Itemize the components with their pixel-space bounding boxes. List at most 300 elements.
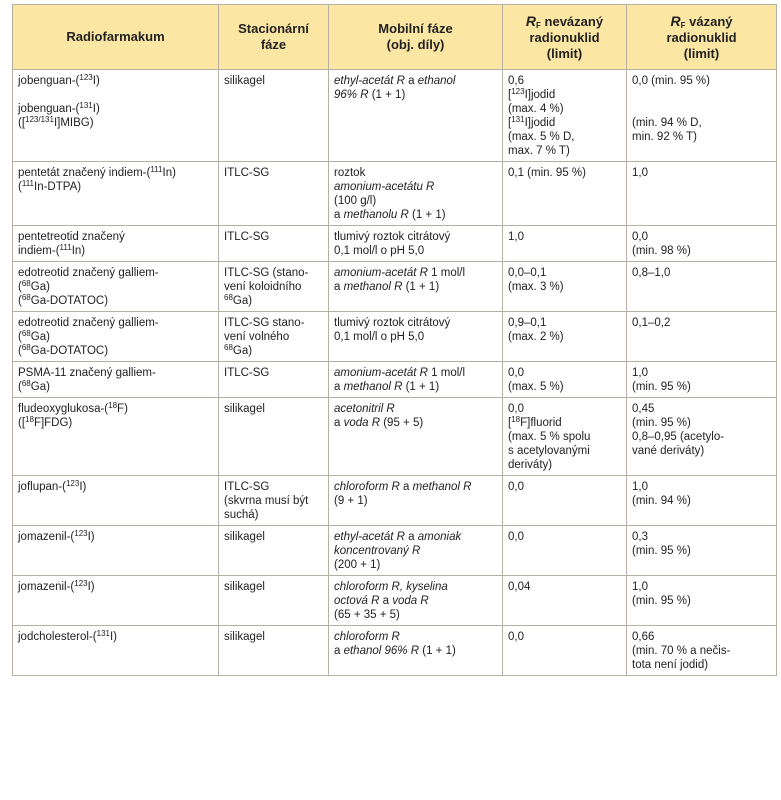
cell-line — [18, 102, 213, 116]
isotope-superscript: 123 — [79, 73, 93, 82]
text-segment: methanol R — [412, 481, 472, 493]
text-segment: 0,1 mol/l o pH 5,0 — [334, 331, 425, 343]
text-segment: I) — [109, 631, 118, 643]
isotope-superscript: 18 — [511, 415, 521, 424]
cell-line — [508, 280, 621, 294]
stationary-phase-cell — [219, 162, 329, 226]
cell-line — [18, 344, 213, 358]
text-segment: PSMA-11 značený galliem- — [18, 367, 156, 379]
header-rf-unbound-subscript: F — [536, 20, 541, 30]
text-segment: ITLC-SG (stano- — [224, 267, 309, 279]
isotope-superscript: 123 — [74, 529, 88, 538]
cell-line — [508, 530, 621, 544]
text-segment: ( — [18, 331, 22, 343]
cell-line — [224, 230, 323, 244]
table-row — [13, 162, 777, 226]
text-segment: (1 + 1) — [408, 209, 446, 221]
stationary-phase-cell — [219, 262, 329, 312]
cell-line — [632, 630, 771, 644]
mobile-phase-cell — [329, 226, 503, 262]
text-segment: 0,0 — [508, 367, 524, 379]
header-radiofarmakum — [13, 5, 219, 70]
text-segment: I]MIBG) — [53, 117, 94, 129]
cell-line — [224, 266, 323, 280]
mobile-phase-cell — [329, 362, 503, 398]
header-mobile-line1: Mobilní fáze — [378, 21, 453, 36]
cell-line — [508, 430, 621, 444]
cell-line — [18, 316, 213, 330]
text-segment: edotreotid značený galliem- — [18, 317, 159, 329]
cell-line — [334, 580, 497, 594]
isotope-superscript: 111 — [59, 243, 72, 252]
cell-line — [18, 580, 213, 594]
rf-bound-cell — [627, 162, 777, 226]
rf-bound-cell — [627, 362, 777, 398]
cell-line — [334, 630, 497, 644]
text-segment: ITLC-SG — [224, 231, 270, 243]
cell-line — [224, 316, 323, 330]
text-segment: ITLC-SG — [224, 167, 270, 179]
text-segment: silikagel — [224, 631, 265, 643]
cell-line — [632, 494, 771, 508]
text-segment: ( — [18, 381, 22, 393]
text-segment: [ — [508, 89, 512, 101]
line-spacer — [18, 88, 213, 102]
isotope-superscript: 123 — [74, 579, 88, 588]
text-segment: (min. 70 % a nečis- — [632, 645, 731, 657]
text-segment: chloroform R — [334, 481, 400, 493]
text-segment: deriváty) — [508, 459, 553, 471]
header-rf-unbound — [503, 5, 627, 70]
cell-line — [18, 530, 213, 544]
cell-line — [334, 402, 497, 416]
radiopharmaceutical-cell — [13, 398, 219, 476]
text-segment: min. 92 % T) — [632, 131, 697, 143]
cell-line — [224, 402, 323, 416]
cell-line — [632, 380, 771, 394]
table-row — [13, 526, 777, 576]
rf-unbound-cell — [503, 576, 627, 626]
stationary-phase-cell — [219, 398, 329, 476]
cell-line — [334, 244, 497, 258]
text-segment: In-DTPA) — [34, 181, 82, 193]
isotope-superscript: 68 — [21, 379, 31, 388]
mobile-phase-cell — [329, 162, 503, 226]
header-rf-bound — [627, 5, 777, 70]
text-segment: (skvrna musí být — [224, 495, 309, 507]
cell-line — [334, 530, 497, 544]
text-segment: methanol R — [343, 281, 403, 293]
text-segment: jomazenil-( — [18, 581, 75, 593]
text-segment: methanolu R — [343, 209, 409, 221]
cell-line — [224, 630, 323, 644]
cell-line — [632, 580, 771, 594]
text-segment: 96% R — [334, 89, 369, 101]
rf-unbound-cell — [503, 476, 627, 526]
radiopharmaceutical-cell — [13, 526, 219, 576]
cell-line — [224, 366, 323, 380]
cell-line — [18, 244, 213, 258]
text-segment: (1 + 1) — [402, 381, 440, 393]
cell-line — [18, 230, 213, 244]
isotope-superscript: 18 — [108, 401, 118, 410]
text-segment: Ga) — [232, 345, 253, 357]
cell-line — [508, 88, 621, 102]
text-segment: chloroform R, kyselina — [334, 581, 448, 593]
cell-line — [18, 402, 213, 416]
line-spacer — [632, 102, 771, 116]
cell-line — [632, 316, 771, 330]
text-segment: I) — [92, 103, 100, 115]
cell-line — [334, 316, 497, 330]
text-segment: ( — [18, 345, 22, 357]
mobile-phase-cell — [329, 476, 503, 526]
text-segment: (max. 5 % spolu — [508, 431, 591, 443]
mobile-phase-cell — [329, 312, 503, 362]
text-segment: amoniak — [417, 531, 462, 543]
cell-line — [632, 366, 771, 380]
cell-line — [508, 102, 621, 116]
text-segment: silikagel — [224, 581, 265, 593]
header-mobile-line2: (obj. díly) — [386, 37, 445, 52]
isotope-superscript: 123 — [65, 479, 80, 488]
header-rf-bound-line3: (limit) — [683, 45, 720, 61]
rf-unbound-cell — [503, 70, 627, 162]
text-segment: 0,45 — [632, 403, 655, 415]
radiopharmaceutical-cell — [13, 626, 219, 676]
text-segment: 1 mol/l — [427, 267, 466, 279]
text-segment: octová R — [334, 595, 380, 607]
text-segment: methanol R — [343, 381, 403, 393]
text-segment: ([ — [18, 417, 26, 429]
rf-unbound-cell — [503, 312, 627, 362]
cell-line — [508, 366, 621, 380]
text-segment: I]jodid — [524, 89, 556, 101]
text-segment: joflupan-( — [18, 481, 66, 493]
mobile-phase-cell — [329, 626, 503, 676]
radiopharmaceutical-table — [12, 4, 777, 676]
table-header-row — [13, 5, 777, 70]
mobile-phase-cell — [329, 526, 503, 576]
text-segment: 0,0 — [508, 531, 524, 543]
text-segment: I) — [87, 531, 95, 543]
cell-line — [508, 444, 621, 458]
text-segment: ethyl-acetát R — [334, 75, 405, 87]
cell-line — [508, 74, 621, 88]
text-segment: Ga) — [30, 381, 50, 393]
cell-line — [508, 458, 621, 472]
header-rf-bound-line2: radionuklid — [666, 29, 737, 45]
header-rf-unbound-text: nevázaný — [540, 13, 604, 29]
text-segment: indiem-( — [18, 245, 60, 257]
text-segment: I) — [79, 481, 87, 493]
text-segment: silikagel — [224, 531, 265, 543]
cell-line — [508, 316, 621, 330]
text-segment: In) — [71, 245, 86, 257]
text-segment: edotreotid značený galliem- — [18, 267, 159, 279]
text-segment: a — [334, 381, 344, 393]
text-segment: ITLC-SG stano- — [224, 317, 305, 329]
rf-unbound-cell — [503, 626, 627, 676]
text-segment: jodcholesterol-( — [18, 631, 97, 643]
text-segment: 1,0 — [632, 367, 648, 379]
header-rf-unbound-symbol: R — [525, 12, 537, 29]
cell-line — [508, 416, 621, 430]
isotope-superscript: 68 — [21, 343, 31, 352]
cell-line — [632, 244, 771, 258]
text-segment: 0,3 — [632, 531, 648, 543]
text-segment: 0,8–1,0 — [632, 267, 671, 279]
header-rf-unbound-line1 — [507, 13, 622, 30]
rf-bound-cell — [627, 476, 777, 526]
mobile-phase-cell — [329, 398, 503, 476]
text-segment: (min. 98 %) — [632, 245, 691, 257]
stationary-phase-cell — [219, 576, 329, 626]
radiopharmaceutical-cell — [13, 476, 219, 526]
table-row — [13, 576, 777, 626]
cell-line — [632, 266, 771, 280]
cell-line — [508, 402, 621, 416]
text-segment: max. 7 % T) — [508, 145, 570, 157]
rf-unbound-cell — [503, 262, 627, 312]
radiopharmaceutical-cell — [13, 70, 219, 162]
text-segment: amonium-acetát R — [334, 267, 428, 279]
text-segment: ethanol — [417, 75, 456, 87]
cell-line — [334, 330, 497, 344]
radiopharmaceutical-cell — [13, 162, 219, 226]
cell-line — [508, 580, 621, 594]
text-segment: 0,0 — [508, 403, 524, 415]
cell-line — [334, 380, 497, 394]
isotope-superscript: 131 — [79, 101, 93, 110]
text-segment: a — [379, 595, 393, 607]
text-segment: (max. 3 %) — [508, 281, 564, 293]
text-segment: (min. 94 % D, — [632, 117, 702, 129]
cell-line — [508, 630, 621, 644]
rf-unbound-cell — [503, 526, 627, 576]
cell-line — [224, 330, 323, 344]
cell-line — [508, 166, 621, 180]
table-body — [13, 70, 777, 676]
text-segment: chloroform R — [334, 631, 400, 643]
stationary-phase-cell — [219, 626, 329, 676]
text-segment: s acetylovanými — [508, 445, 590, 457]
cell-line — [508, 116, 621, 130]
text-segment: voda R — [392, 595, 429, 607]
text-segment: Ga) — [232, 295, 253, 307]
text-segment: roztok — [334, 167, 366, 179]
text-segment: suchá) — [224, 509, 259, 521]
text-segment: 1,0 — [632, 167, 648, 179]
text-segment: (max. 5 %) — [508, 381, 564, 393]
stationary-phase-cell — [219, 312, 329, 362]
text-segment: a — [404, 75, 418, 87]
cell-line — [632, 130, 771, 144]
header-rf-unbound-line3: (limit) — [546, 45, 583, 61]
cell-line — [18, 166, 213, 180]
mobile-phase-cell — [329, 262, 503, 312]
text-segment: (95 + 5) — [380, 417, 424, 429]
rf-unbound-cell — [503, 162, 627, 226]
cell-line — [334, 416, 497, 430]
text-segment: (min. 95 %) — [632, 595, 691, 607]
text-segment: a — [334, 417, 344, 429]
cell-line — [632, 430, 771, 444]
rf-unbound-cell — [503, 362, 627, 398]
cell-line — [18, 480, 213, 494]
table-row — [13, 626, 777, 676]
cell-line — [632, 658, 771, 672]
text-segment: pentetát značený indiem-( — [18, 167, 151, 179]
text-segment: tota není jodid) — [632, 659, 709, 671]
cell-line — [18, 266, 213, 280]
rf-unbound-cell — [503, 398, 627, 476]
mobile-phase-cell — [329, 70, 503, 162]
header-mobile-phase — [329, 5, 503, 70]
text-segment: (1 + 1) — [368, 89, 406, 101]
cell-line — [224, 280, 323, 294]
isotope-superscript: 131 — [511, 115, 525, 124]
isotope-superscript: 123 — [511, 87, 525, 96]
text-segment: tlumivý roztok citrátový — [334, 231, 451, 243]
isotope-superscript: 131 — [96, 629, 110, 638]
cell-line — [224, 508, 323, 522]
cell-line — [632, 594, 771, 608]
text-segment: I) — [87, 581, 95, 593]
text-segment: silikagel — [224, 403, 265, 415]
header-stationary-line2: fáze — [260, 37, 287, 52]
rf-bound-cell — [627, 626, 777, 676]
rf-bound-cell — [627, 262, 777, 312]
rf-bound-cell — [627, 526, 777, 576]
cell-line — [334, 266, 497, 280]
text-segment: (65 + 35 + 5) — [334, 609, 400, 621]
cell-line — [508, 480, 621, 494]
cell-line — [224, 580, 323, 594]
cell-line — [334, 366, 497, 380]
text-segment: 0,1–0,2 — [632, 317, 671, 329]
cell-line — [224, 494, 323, 508]
cell-line — [632, 644, 771, 658]
header-rf-unbound-line2: radionuklid — [529, 29, 600, 45]
isotope-superscript: 68 — [21, 293, 31, 302]
text-segment: 0,0 (min. 95 %) — [632, 75, 710, 87]
text-segment: Ga) — [30, 281, 50, 293]
text-segment: [ — [508, 117, 512, 129]
isotope-superscript: 68 — [224, 343, 233, 352]
rf-bound-cell — [627, 312, 777, 362]
text-segment: 0,1 mol/l o pH 5,0 — [334, 245, 425, 257]
cell-line — [18, 366, 213, 380]
text-segment: 1 mol/l — [427, 367, 466, 379]
cell-line — [224, 294, 323, 308]
radiopharmaceutical-cell — [13, 362, 219, 398]
text-segment: vení koloidního — [224, 281, 302, 293]
text-segment: voda R — [343, 417, 381, 429]
text-segment: F]fluorid — [520, 417, 562, 429]
cell-line — [632, 530, 771, 544]
text-segment: 0,0 — [508, 631, 524, 643]
cell-line — [224, 166, 323, 180]
cell-line — [334, 644, 497, 658]
cell-line — [224, 530, 323, 544]
table-row — [13, 312, 777, 362]
radiopharmaceutical-cell — [13, 262, 219, 312]
text-segment: (1 + 1) — [419, 645, 456, 657]
text-segment: (max. 4 %) — [508, 103, 564, 115]
text-segment: [ — [508, 417, 512, 429]
cell-line — [508, 330, 621, 344]
text-segment: F) — [117, 403, 128, 415]
isotope-superscript: 68 — [224, 293, 233, 302]
isotope-superscript: 68 — [21, 279, 31, 288]
cell-line — [334, 280, 497, 294]
stationary-phase-cell — [219, 526, 329, 576]
cell-line — [18, 380, 213, 394]
cell-line — [334, 544, 497, 558]
text-segment: (9 + 1) — [334, 495, 368, 507]
text-segment: ITLC-SG — [224, 481, 270, 493]
text-segment: amonium-acetát R — [334, 367, 428, 379]
text-segment: 0,1 (min. 95 %) — [508, 167, 586, 179]
text-segment: 0,6 — [508, 75, 524, 87]
text-segment: jobenguan-( — [18, 103, 80, 115]
cell-line — [334, 74, 497, 88]
radiopharmaceutical-cell — [13, 312, 219, 362]
text-segment: (max. 5 % D, — [508, 131, 575, 143]
header-rf-bound-text: vázaný — [685, 13, 733, 29]
cell-line — [508, 230, 621, 244]
text-segment: ([ — [18, 117, 26, 129]
cell-line — [334, 194, 497, 208]
text-segment: ethyl-acetát R — [334, 531, 405, 543]
header-rf-bound-subscript: F — [680, 20, 686, 30]
isotope-superscript: 111 — [150, 165, 163, 174]
text-segment: (100 g/l) — [334, 195, 377, 207]
text-segment: 0,8–0,95 (acetylo- — [632, 431, 725, 443]
cell-line — [18, 630, 213, 644]
stationary-phase-cell — [219, 362, 329, 398]
text-segment: a — [334, 645, 344, 657]
cell-line — [224, 74, 323, 88]
stationary-phase-cell — [219, 476, 329, 526]
header-stationary-line1: Stacionární — [238, 21, 309, 36]
isotope-superscript: 18 — [25, 415, 34, 424]
table-row — [13, 70, 777, 162]
table-row — [13, 226, 777, 262]
text-segment: a — [399, 481, 413, 493]
stationary-phase-cell — [219, 226, 329, 262]
text-segment: (1 + 1) — [402, 281, 440, 293]
text-segment: vané deriváty) — [632, 445, 705, 457]
cell-line — [632, 444, 771, 458]
cell-line — [632, 116, 771, 130]
cell-line — [18, 416, 213, 430]
text-segment: amonium-acetátu R — [334, 181, 435, 193]
text-segment: Ga) — [30, 331, 50, 343]
isotope-superscript: 123/131 — [25, 115, 54, 124]
cell-line — [18, 180, 213, 194]
cell-line — [18, 74, 213, 88]
text-segment: 0,0–0,1 — [508, 267, 547, 279]
text-segment: 0,66 — [632, 631, 655, 643]
text-segment: fludeoxyglukosa-( — [18, 403, 109, 415]
text-segment: 1,0 — [632, 481, 648, 493]
text-segment: jomazenil-( — [18, 531, 75, 543]
cell-line — [334, 208, 497, 222]
text-segment: 1,0 — [632, 581, 648, 593]
rf-bound-cell — [627, 70, 777, 162]
